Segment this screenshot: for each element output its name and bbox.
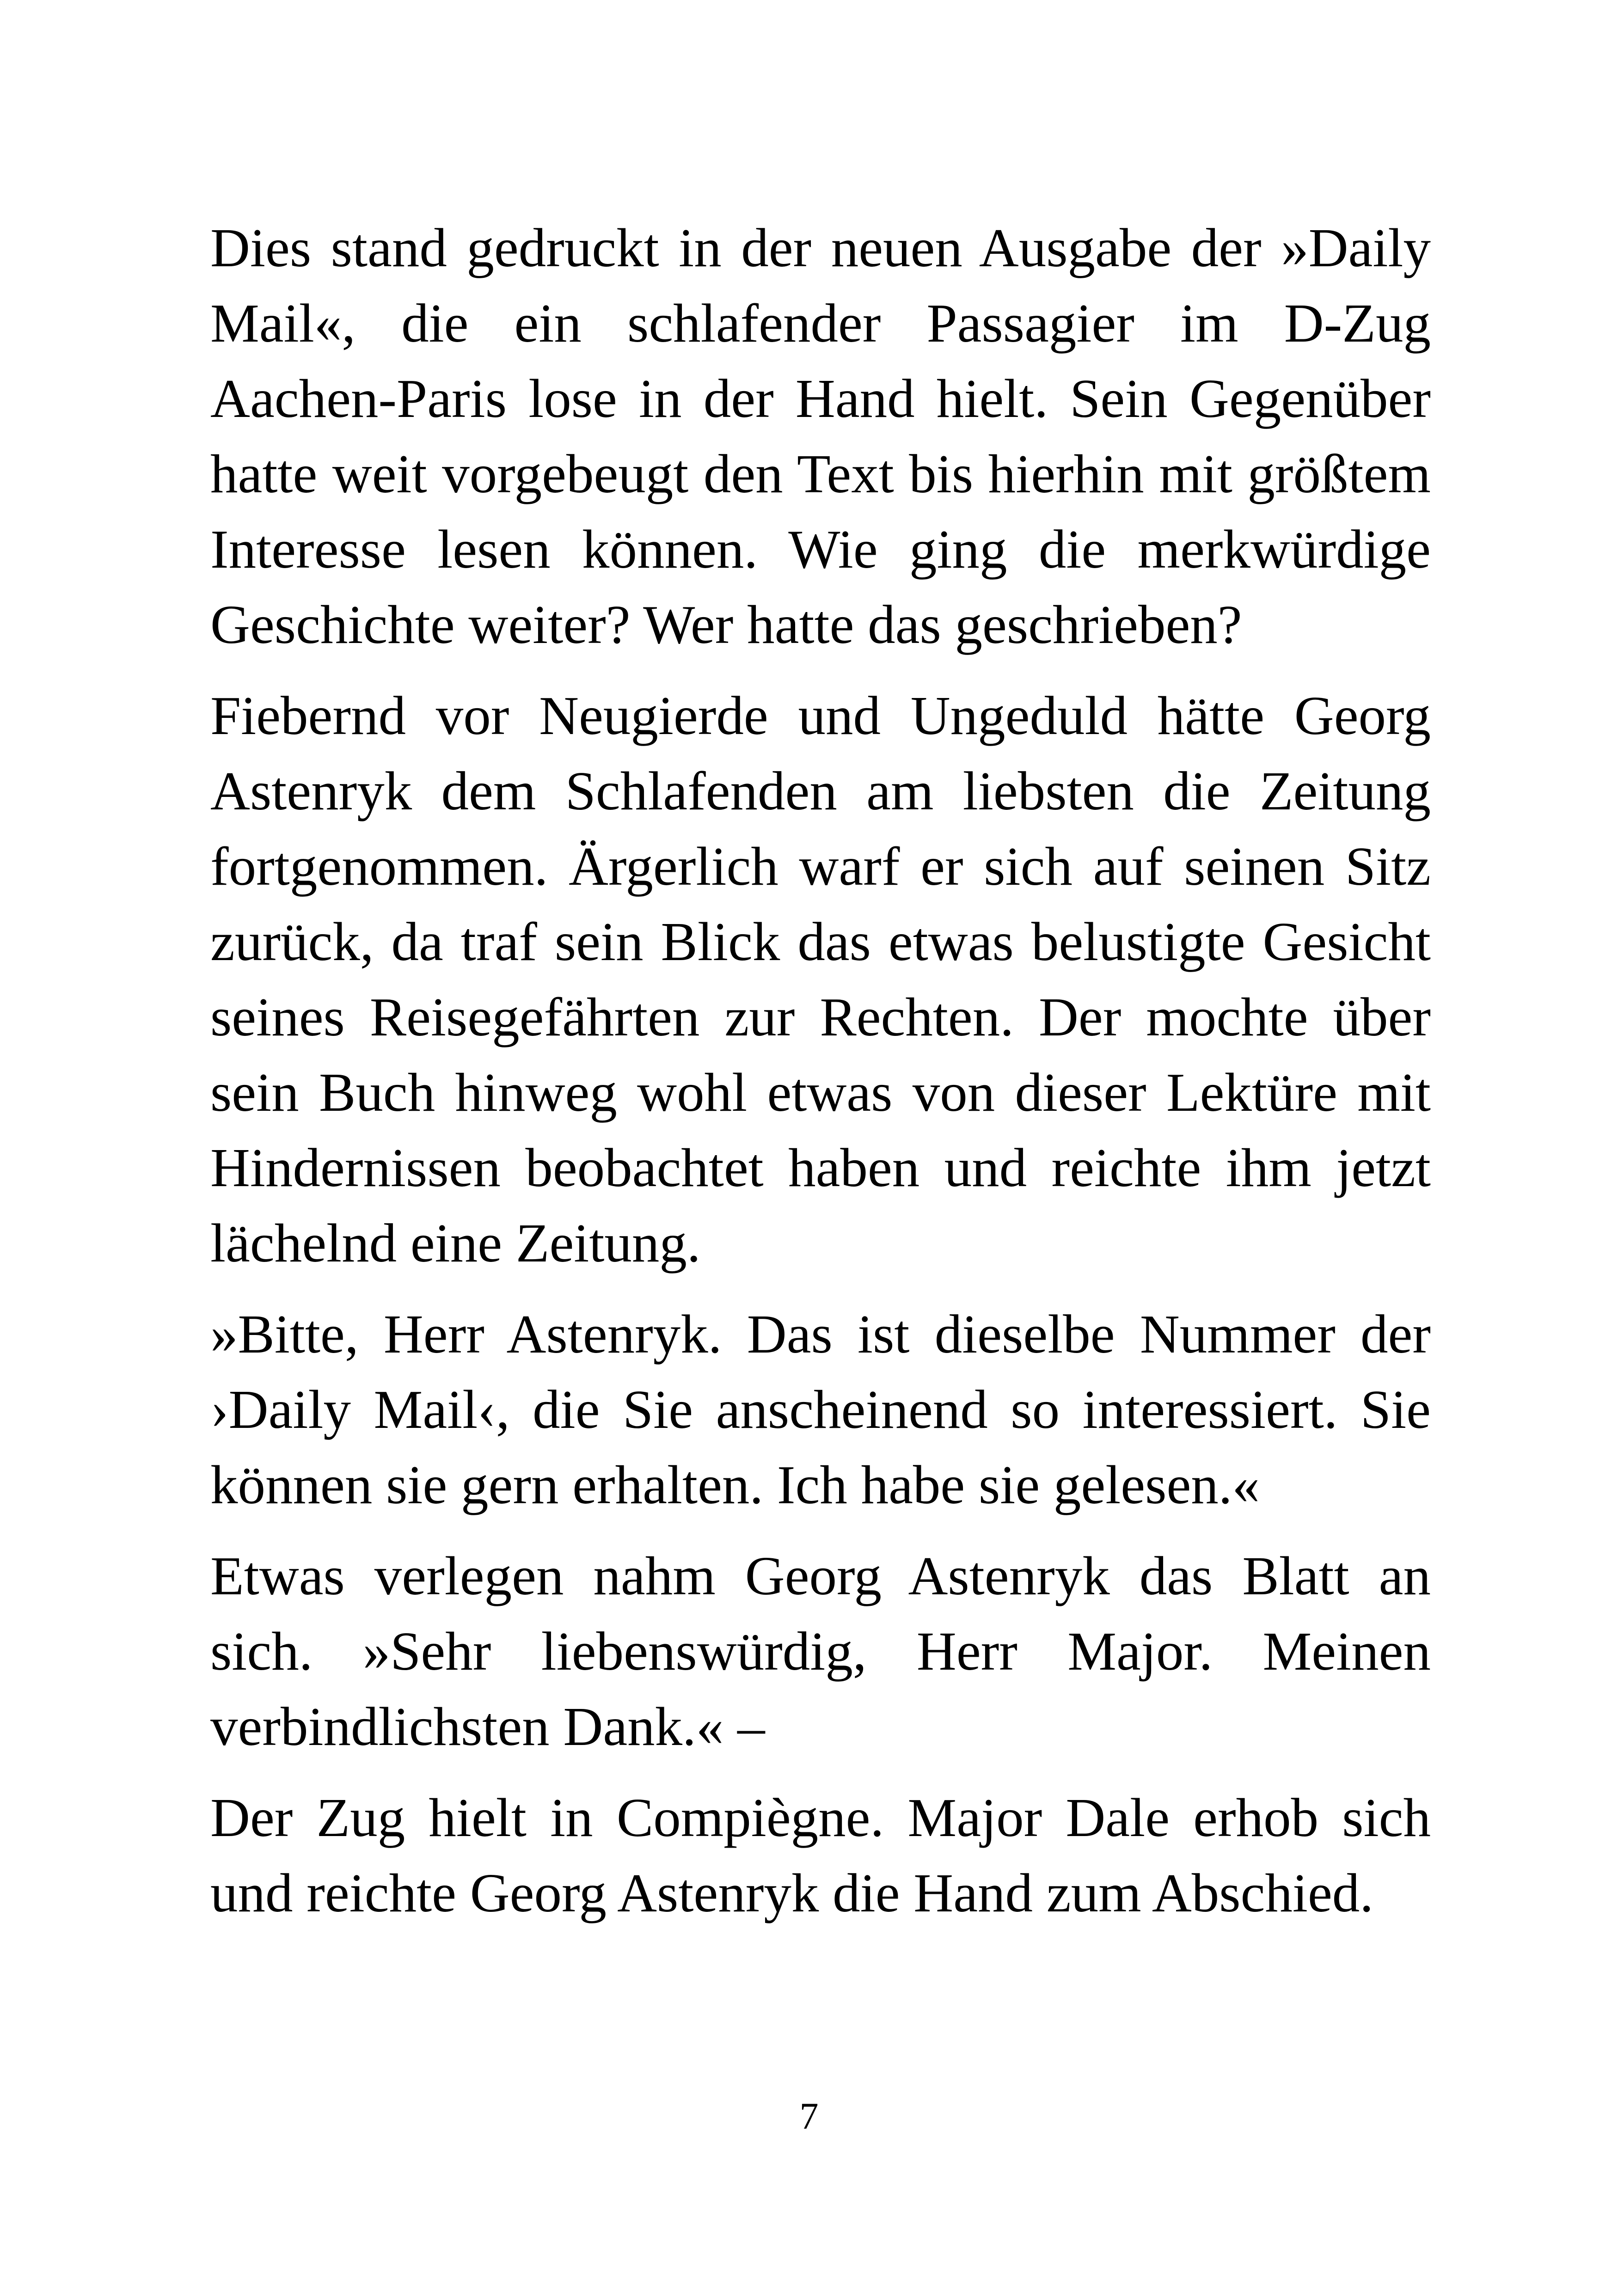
paragraph-3: »Bitte, Herr Astenryk. Das ist dieselbe Nummer der ›Daily Mail‹, die Sie anscheinend so interessiert. Sie können sie gern erhalten. Ich habe sie gelesen.«: [210, 1304, 1431, 1515]
paragraph-4: Etwas verlegen nahm Georg Astenryk das Blatt an sich. »Sehr liebenswürdig, Herr Major. Meinen verbindlichsten Dank.« –: [210, 1545, 1431, 1757]
paragraph-2: Fiebernd vor Neugierde und Ungeduld hätte Georg Astenryk dem Schlafenden am liebsten die Zeitung fortgenommen. Ärgerlich warf er sich auf seinen Sitz zurück, da traf sein Blick das etwas belustigte Gesicht seines Reisegefährten zur Rechten. Der mochte über sein Buch hinweg wohl etwas von dieser Lektüre mit Hindernissen beobachtet haben und reichte ihm jetzt lächelnd eine Zeitung.: [210, 685, 1431, 1274]
page-number: 7: [799, 2095, 819, 2137]
paragraph-5: Der Zug hielt in Compiègne. Major Dale erhob sich und reichte Georg Astenryk die Hand zum Abschied.: [210, 1787, 1431, 1923]
body-text: [210, 210, 1431, 1947]
paragraph-1: Dies stand gedruckt in der neuen Ausgabe der »Daily Mail«, die ein schlafender Passagier im D-Zug Aachen-Paris lose in der Hand hielt. Sein Gegenüber hatte weit vorgebeugt den Text bis hierhin mit größtem Interesse lesen können. Wie ging die merkwürdige Geschichte weiter? Wer hatte das geschrieben?: [210, 217, 1431, 655]
